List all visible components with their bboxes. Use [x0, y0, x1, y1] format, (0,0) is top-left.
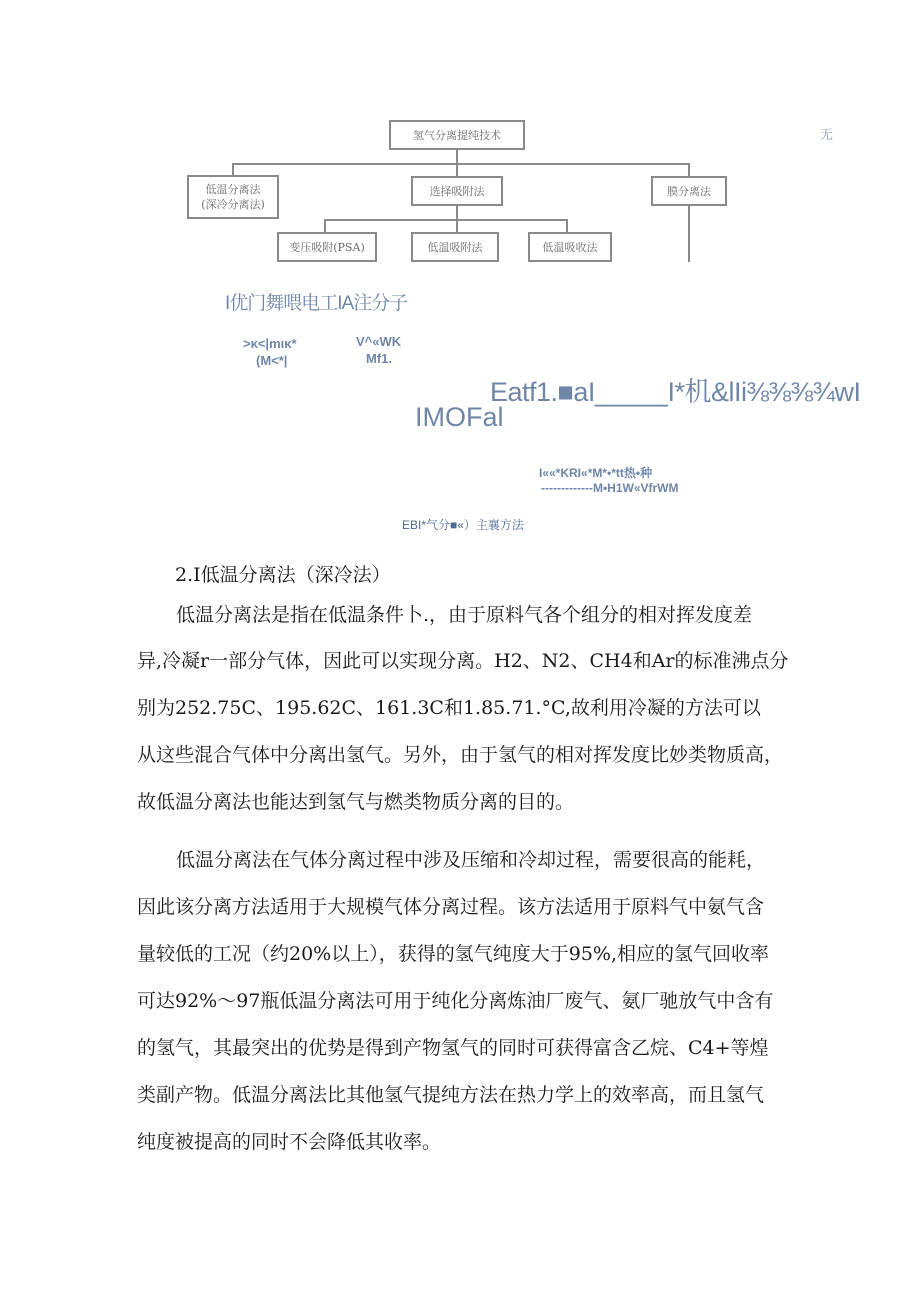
diagram-root-label: 氢气分离提纯技术	[413, 128, 501, 142]
diagram-root-node	[389, 120, 525, 150]
paragraph-line: 异,冷凝r一部分气体，因此可以实现分离。H2、N2、CH4和Ar的标准沸点分	[137, 650, 789, 672]
paragraph-line: 纯度被提高的同时不会降低其收率。	[137, 1131, 442, 1153]
connector	[456, 206, 458, 220]
diagram-node-cryogenic	[187, 175, 279, 219]
section-heading: 2.I低温分离法（深冷法）	[175, 564, 391, 586]
paragraph-line: 类副产物。低温分离法比其他氢气提纯方法在热力学上的效率高，而且氢气	[137, 1084, 765, 1106]
corner-mark: 无	[820, 128, 834, 143]
diagram-node-low-temp-absorption	[528, 232, 612, 262]
figure-caption: EBI*气分■«）主襄方法	[402, 518, 524, 532]
paragraph-line: 可达92%～97瓶低温分离法可用于纯化分离炼油厂废气、氨厂驰放气中含有	[137, 990, 774, 1012]
paragraph-line: 故低温分离法也能达到氢气与燃类物质分离的目的。	[137, 791, 575, 813]
paragraph-line: 低温分离法是指在低温条件卜.，由于原料气各个组分的相对挥发度差	[176, 604, 753, 626]
garbled-line: Mf1.	[366, 351, 392, 366]
connector	[232, 163, 690, 165]
connector	[456, 150, 458, 164]
diagram-node-label: 低温吸收法	[542, 240, 598, 254]
diagram-node-label: 膜分离法	[667, 184, 711, 198]
connector	[688, 163, 690, 177]
diagram-node-label: 低温分离法	[205, 183, 261, 196]
diagram-node-sublabel: (深冷分离法)	[201, 198, 265, 211]
connector	[324, 219, 326, 233]
paragraph-line: 低温分离法在气体分离过程中涉及压缩和冷却过程，需要很高的能耗，	[176, 849, 766, 871]
diagram-node-membrane	[651, 176, 727, 206]
paragraph-line: 量较低的工况（约20%以上），获得的氢气纯度大于95%,相应的氢气回收率	[137, 943, 770, 965]
diagram-node-adsorption	[411, 176, 503, 206]
garbled-line: I««*KRI«*M*•*tt热•种	[539, 466, 653, 480]
diagram-node-low-temp-adsorption	[411, 232, 499, 262]
connector	[688, 206, 690, 262]
connector	[324, 219, 568, 221]
connector	[456, 163, 458, 177]
garbled-heading: Eatf1.■aI_____I*机&lIi⅜⅜⅜¾wI	[490, 377, 861, 407]
diagram-node-label: 变压吸附(PSA)	[289, 240, 365, 254]
connector	[456, 219, 458, 233]
garbled-line: >κ<|mικ*	[243, 336, 297, 351]
connector	[566, 219, 568, 233]
garbled-line: (M<*|	[256, 353, 288, 368]
diagram-node-label: 低温吸附法	[427, 240, 483, 254]
garbled-line: I优门舞喂电工IA注分子	[225, 293, 408, 314]
garbled-heading: IMOFal	[415, 402, 504, 432]
garbled-line: -------------M•H1W«VfrWM	[541, 481, 679, 495]
paragraph-line: 别为252.75C、195.62C、161.3C和1.85.71.°C,故利用冷凝的方法可以	[137, 697, 761, 719]
diagram-node-psa	[277, 232, 377, 262]
paragraph-line: 因此该分离方法适用于大规模气体分离过程。该方法适用于原料气中氨气含	[137, 896, 765, 918]
diagram-node-label: 选择吸附法	[429, 184, 485, 198]
garbled-line: V^«WK	[356, 334, 402, 349]
paragraph-line: 的氢气，其最突出的优势是得到产物氢气的同时可获得富含乙烷、C4+等煌	[137, 1037, 769, 1059]
paragraph-line: 从这些混合气体中分离出氢气。另外，由于氢气的相对挥发度比妙类物质高，	[137, 744, 784, 766]
